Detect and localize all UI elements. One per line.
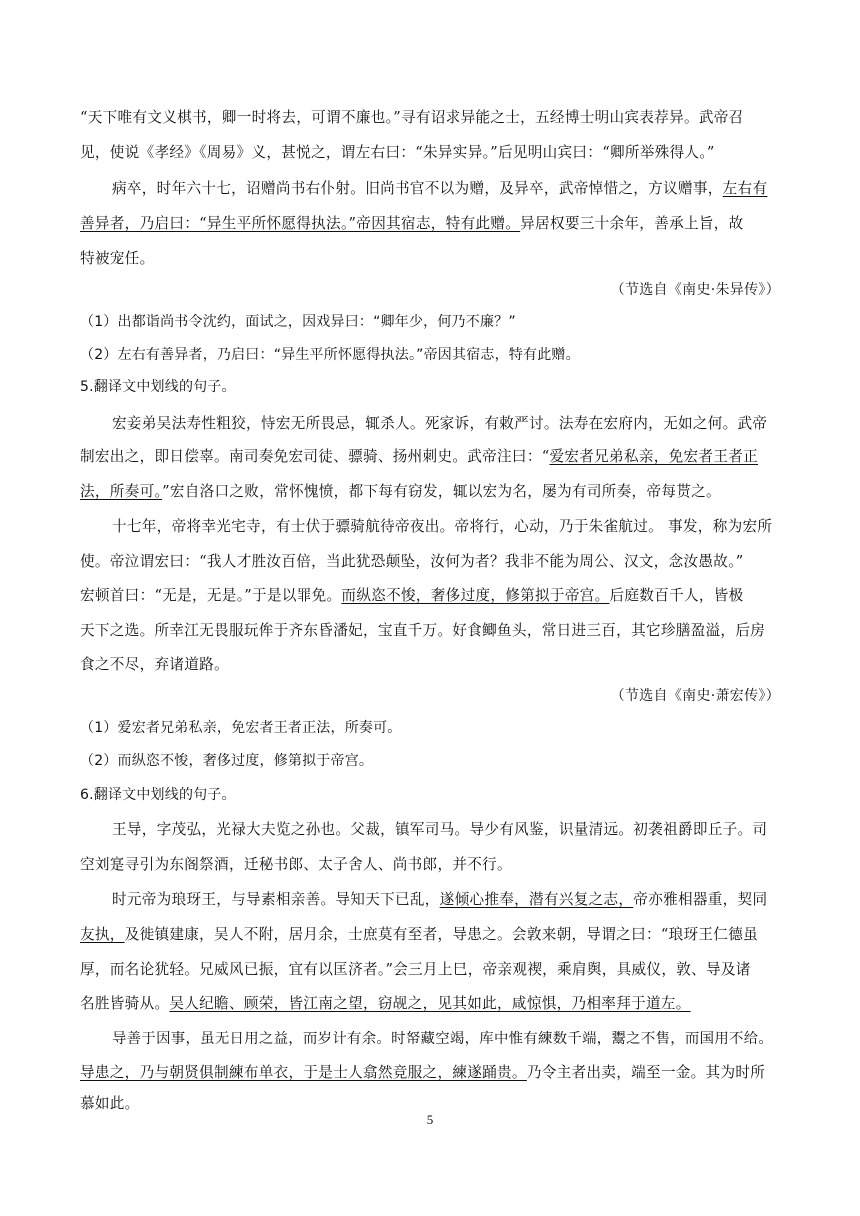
underlined-sentence: 导患之，乃与朝贤俱制練布单衣，于是士人翕然竞服之，練遂踊贵。	[80, 1064, 527, 1081]
passage-line: 厚，而名论犹轻。兄威风已振，宜有以匡济者。”会三月上巳，帝亲观禊，乘肩舆，具威仪，敦、导及诸	[80, 961, 751, 978]
passage-line: 见，使说《孝经》《周易》义，甚悦之，谓左右曰：“朱异实异。”后见明山宾曰：“卿所举殊得人。”	[80, 144, 715, 161]
question-item: （2）而纵恣不悛，奢侈过度，修第拟于帝宫。	[80, 753, 374, 769]
passage-line: 食之不尽，弃诸道路。	[80, 656, 229, 673]
passage-line: 时元帝为琅玡王，与导素相亲善。导知天下已乱，遂倾心推奉，潜有兴复之志，帝亦雅相器重，契同	[112, 891, 768, 908]
passage-line: 善异者，乃启曰：“异生平所怀愿得执法。”帝因其宿志，特有此赠。异居权要三十余年，善承上旨，故	[80, 215, 744, 232]
underlined-sentence: 善异者，乃启曰：“异生平所怀愿得执法。”帝因其宿志，特有此赠。	[80, 215, 521, 232]
question-item: （2）左右有善异者，乃启曰：“异生平所怀愿得执法。”帝因其宿志，特有此赠。	[80, 347, 580, 363]
passage-line: 病卒，时年六十七，诏赠尚书右仆射。旧尚书官不以为赠，及异卒，武帝悼惜之，方议赠事，左右有	[112, 180, 768, 197]
passage-line: 制宏出之，即日偿辜。南司奏免宏司徒、骠骑、扬州刺史。武帝注曰：“爱宏者兄弟私亲，免宏者王者正	[80, 448, 758, 465]
passage-line: 宏妾弟吴法寿性粗狡，恃宏无所畏忌，辄杀人。死家诉，有敕严讨。法寿在宏府内，无如之何。武帝	[112, 415, 768, 432]
passage-line: 导善于因事，虽无日用之益，而岁计有余。时帑藏空竭，库中惟有練数千端，鬻之不售，而国用不给。	[112, 1031, 774, 1047]
passage-line: 慕如此。	[80, 1095, 140, 1112]
underlined-sentence: 左右有	[722, 180, 768, 197]
passage-line: “天下唯有文义棋书，卿一时将去，可谓不廉也。”寻有诏求异能之士，五经博士明山宾表荐异。武帝召	[80, 109, 744, 126]
passage-line: 友执，及徙镇建康，吴人不附，居月余，士庶莫有至者，导患之。会敦来朝，导谓之曰：“琅玡王仁德虽	[80, 926, 758, 943]
source-citation: （节选自《南史·朱异传》）	[610, 282, 780, 298]
passage-line: 宏顿首曰：“无是，无是。”于是以罪免。而纵恣不悛，奢侈过度，修第拟于帝宫。后庭数百千人，皆极	[80, 587, 744, 604]
underlined-sentence: 爱宏者兄弟私亲，免宏者王者正	[549, 448, 758, 465]
passage-line: 名胜皆骑从。吴人纪瞻、顾荣，皆江南之望，窃觇之，见其如此，咸惊惧，乃相率拜于道左。	[80, 995, 691, 1012]
passage-line: 王导，字茂弘，光禄大夫览之孙也。父裁，镇军司马。导少有风鉴，识量清远。初袭祖爵即丘子。司	[112, 821, 768, 838]
question-item: （1）爱宏者兄弟私亲，免宏者王者正法，所奏可。	[80, 720, 402, 736]
question-heading: 5.翻译文中划线的句子。	[80, 379, 236, 395]
underlined-sentence: 遂倾心推奉，潜有兴复之志，	[439, 891, 634, 908]
passage-line: 空刘寔寻引为东阁祭酒，迁秘书郎、太子舍人、尚书郎，并不行。	[80, 856, 512, 873]
underlined-sentence: 而纵恣不悛，奢侈过度，修第拟于帝宫。	[341, 587, 610, 604]
page-number: 5	[426, 1112, 434, 1127]
passage-line: 使。帝泣谓宏曰：“我人才胜汝百倍，当此犹恐颠坠，汝何为者？我非不能为周公、汉文，念汝愚故。”	[80, 553, 744, 570]
passage-line: 法，所奏可。”宏自洛口之败，常怀愧愤，都下每有窃发，辄以宏为名，屡为有司所奏，帝每贳之。	[80, 483, 721, 500]
passage-line: 特被宠任。	[80, 250, 155, 267]
passage-line: 导患之，乃与朝贤俱制練布单衣，于是士人翕然竞服之，練遂踊贵。乃令主者出卖，端至一金。其为时所	[80, 1064, 766, 1081]
underlined-sentence: 吴人纪瞻、顾荣，皆江南之望，窃觇之，见其如此，咸惊惧，乃相率拜于道左。	[169, 995, 691, 1012]
source-citation: （节选自《南史·萧宏传》）	[610, 688, 780, 704]
passage-line: 十七年，帝将幸光宅寺，有士伏于骠骑航待帝夜出。帝将行，心动，乃于朱雀航过。 事发，称为宏所	[112, 518, 773, 535]
question-heading: 6.翻译文中划线的句子。	[80, 787, 236, 803]
underlined-sentence: 友执，	[80, 926, 125, 943]
passage-line: 天下之选。所幸江无畏服玩侔于齐东昏潘妃，宝直千万。好食鲫鱼头，常日进三百，其它珍膳盈溢，后房	[80, 622, 766, 639]
underlined-sentence: 法，所奏可。	[80, 483, 163, 500]
question-item: （1）出都诣尚书令沈约，面试之，因戏异曰：“卿年少，何乃不廉？”	[80, 314, 516, 330]
